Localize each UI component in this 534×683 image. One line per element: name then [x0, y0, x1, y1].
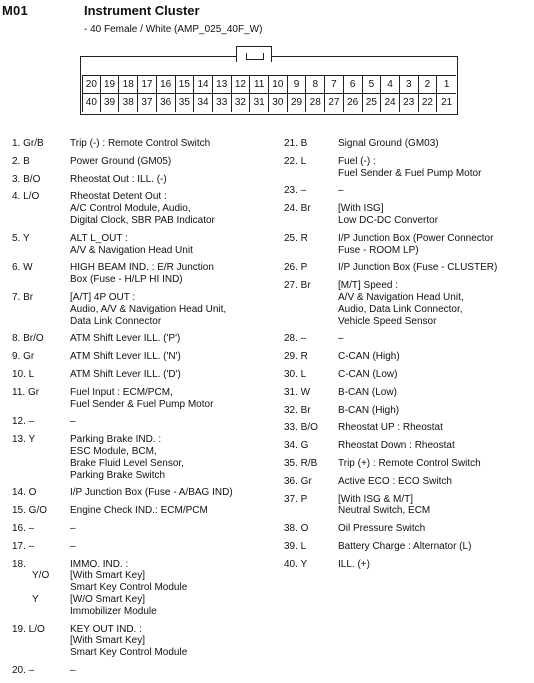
connector-pin: 36	[157, 94, 176, 112]
pin-description-line: Audio, Data Link Connector,	[338, 303, 463, 315]
connector-pin: 2	[419, 76, 438, 94]
pin-description-line: ESC Module, BCM,	[70, 445, 157, 457]
pin-description-line: Smart Key Control Module	[70, 582, 188, 594]
connector-pin: 33	[213, 94, 232, 112]
pin-description-line: –	[70, 416, 76, 428]
pin-number: 1. Gr/B	[12, 138, 44, 149]
pin-description	[338, 422, 532, 434]
pin-description	[70, 262, 282, 286]
pin-description-line: Fuel Input : ECM/PCM,	[70, 386, 173, 398]
pin-description	[338, 138, 532, 150]
pin-sub-label: Y	[32, 593, 39, 605]
pin-number: 23. –	[284, 185, 307, 197]
pin-description	[338, 369, 532, 381]
pin-description-line: [With ISG & M/T]	[338, 493, 414, 505]
connector-id: M01	[2, 3, 28, 18]
pin-description	[338, 458, 532, 470]
pin-description	[338, 440, 532, 452]
pin-description	[70, 523, 282, 535]
connector-pin: 4	[381, 76, 400, 94]
pin-entry	[284, 387, 532, 399]
connector-pin: 29	[288, 94, 307, 112]
pin-description-line: ATM Shift Lever ILL. ('N')	[70, 351, 181, 363]
pin-number: 5. Y	[12, 232, 30, 244]
pin-description-line: Engine Check IND.: ECM/PCM	[70, 505, 208, 517]
pin-number: 31. W	[284, 386, 311, 398]
pin-description-line: Fuel Sender & Fuel Pump Motor	[338, 167, 482, 179]
pin-description-line: Active ECO : ECO Switch	[338, 475, 452, 487]
pin-description	[70, 333, 282, 345]
pin-description	[338, 156, 532, 180]
pin-number: 11. Gr	[12, 386, 40, 398]
pin-description-line: Signal Ground (GM03)	[338, 138, 439, 149]
pin-description	[338, 387, 532, 399]
pin-number: 3. B/O	[12, 173, 41, 185]
pin-number: 14. O	[12, 487, 37, 499]
pin-entry	[12, 665, 282, 677]
pin-description	[70, 351, 282, 363]
pin-description-line: [With Smart Key]	[70, 570, 146, 582]
pin-entry	[284, 185, 532, 197]
pin-description	[338, 523, 532, 535]
connector-pin: 27	[325, 94, 344, 112]
pin-number: 38. O	[284, 523, 309, 535]
pin-description	[70, 156, 282, 168]
pin-description-line: ATM Shift Lever ILL. ('D')	[70, 368, 181, 380]
pin-description-line: Rheostat UP : Rheostat	[338, 422, 443, 434]
pin-number: 13. Y	[12, 434, 36, 446]
pin-entry	[284, 405, 532, 417]
connector-pin: 20	[82, 76, 101, 94]
pin-entry	[12, 138, 282, 150]
pin-number: 34. G	[284, 440, 309, 452]
pin-sub-entry	[12, 582, 282, 594]
pin-sub-label	[12, 606, 70, 618]
pin-number: 16. –	[12, 522, 35, 534]
pin-sub-label	[12, 582, 70, 594]
pin-description-line: IMMO. IND. :	[70, 558, 129, 570]
pin-entry	[12, 262, 282, 286]
pin-description-line: Oil Pressure Switch	[338, 523, 426, 535]
pin-entry	[284, 233, 532, 257]
pin-description-line: KEY OUT IND. :	[70, 623, 142, 635]
pin-description-line: A/V & Navigation Head Unit	[70, 244, 193, 256]
connector-pin: 24	[381, 94, 400, 112]
pin-description-line: A/C Control Module, Audio,	[70, 203, 191, 215]
pin-description-line: C-CAN (High)	[338, 351, 400, 363]
pin-description	[32, 558, 282, 618]
pin-description	[338, 541, 532, 553]
pin-description-line: [W/O Smart Key]	[70, 593, 146, 605]
pin-description-line: Trip (-) : Remote Control Switch	[70, 138, 211, 149]
pin-description-line: Power Ground (GM05)	[70, 155, 172, 167]
pin-number: 20. –	[12, 664, 35, 676]
pin-description-line: Digital Clock, SBR PAB Indicator	[70, 214, 215, 226]
connector-pin: 5	[363, 76, 382, 94]
pin-number: 40. Y	[284, 558, 308, 570]
pin-entry	[12, 351, 282, 363]
pin-number: 37. P	[284, 493, 308, 505]
connector-pin: 7	[325, 76, 344, 94]
pin-description-line: HIGH BEAM IND. : E/R Junction	[70, 262, 214, 274]
pin-entry	[12, 523, 282, 535]
pin-description	[70, 487, 282, 499]
pin-number: 18.	[12, 558, 26, 570]
pin-description-line: [With ISG]	[338, 203, 384, 215]
pin-entry	[284, 333, 532, 345]
pin-description-line: Rheostat Detent Out :	[70, 191, 167, 203]
pin-entry	[284, 369, 532, 381]
connector-pin: 40	[82, 94, 101, 112]
pin-number: 26. P	[284, 262, 308, 274]
pin-description-line: C-CAN (Low)	[338, 368, 398, 380]
pin-description	[70, 387, 282, 411]
connector-pin: 8	[306, 76, 325, 94]
pin-number: 29. R	[284, 351, 308, 363]
pin-list-left	[12, 138, 282, 683]
pin-entry	[12, 292, 282, 327]
pin-description-line: [M/T] Speed :	[338, 280, 399, 292]
connector-latch	[236, 46, 272, 62]
pin-entry	[12, 191, 282, 226]
pin-description-line: I/P Junction Box (Power Connector	[338, 232, 494, 244]
pin-entry	[284, 262, 532, 274]
pin-number: 30. L	[284, 368, 307, 380]
connector-pin: 25	[363, 94, 382, 112]
pin-description-line: B-CAN (Low)	[338, 386, 397, 398]
pin-entry	[284, 541, 532, 553]
pin-description	[338, 333, 532, 345]
pin-description-line: Rheostat Out : ILL. (-)	[70, 173, 167, 185]
pin-number: 39. L	[284, 540, 307, 552]
pin-description	[70, 174, 282, 186]
pin-description-line: Neutral Switch, ECM	[338, 505, 431, 517]
pin-description-line: [With Smart Key]	[70, 635, 146, 647]
connector-pin: 13	[213, 76, 232, 94]
pin-entry	[12, 624, 282, 659]
pin-sub-label: Y/O	[32, 570, 50, 582]
pin-entry	[284, 422, 532, 434]
pin-number: 22. L	[284, 155, 307, 167]
pin-entry	[12, 156, 282, 168]
pin-number: 25. R	[284, 232, 308, 244]
pin-description	[338, 559, 532, 571]
connector-pin: 16	[157, 76, 176, 94]
pin-description-line: –	[70, 664, 76, 676]
pin-description-line: Smart Key Control Module	[70, 647, 188, 659]
pin-description-line: Fuse - ROOM LP)	[338, 244, 419, 256]
connector-pin-grid	[82, 75, 456, 114]
pin-number: 27. Br	[284, 280, 311, 292]
pin-number: 35. R/B	[284, 457, 318, 469]
connector-pin: 38	[119, 94, 138, 112]
pin-description-line: Rheostat Down : Rheostat	[338, 440, 455, 452]
connector-pin: 3	[400, 76, 419, 94]
pin-description-line: –	[70, 540, 76, 552]
pin-entry	[284, 280, 532, 327]
pin-description-line: Box (Fuse - H/LP HI IND)	[70, 274, 183, 286]
pin-description-line: Low DC-DC Convertor	[338, 214, 439, 226]
connector-pin: 35	[176, 94, 195, 112]
connector-pin: 39	[101, 94, 120, 112]
connector-pin: 21	[441, 97, 453, 108]
pin-entry	[284, 476, 532, 488]
pin-description	[70, 624, 282, 659]
pin-entry	[12, 174, 282, 186]
pin-sub-entry	[12, 594, 282, 606]
pin-entry	[284, 351, 532, 363]
pin-number: 28. –	[284, 333, 307, 345]
connector-pin: 1	[437, 76, 456, 94]
pin-entry	[284, 494, 532, 518]
pin-entry	[12, 434, 282, 481]
pin-entry	[284, 203, 532, 227]
pin-entry	[12, 559, 282, 618]
pin-description	[70, 138, 282, 150]
connector-pin: 11	[250, 76, 269, 94]
pin-description-line: Data Link Connector	[70, 315, 162, 327]
connector-pin: 18	[119, 76, 138, 94]
pin-description-line: A/V & Navigation Head Unit,	[338, 291, 464, 303]
pin-list-right	[284, 138, 532, 577]
connector-pin: 37	[138, 94, 157, 112]
pin-number: 7. Br	[12, 291, 34, 303]
pin-number: 17. –	[12, 540, 35, 552]
pin-number: 24. Br	[284, 203, 311, 215]
pin-entry	[284, 440, 532, 452]
pin-entry	[284, 559, 532, 571]
pin-number: 8. Br/O	[12, 333, 44, 345]
connector-pin: 34	[194, 94, 213, 112]
pin-description	[338, 203, 532, 227]
pin-description-line: –	[338, 185, 344, 197]
pin-description	[70, 665, 282, 677]
pin-description-line: Brake Fluid Level Sensor,	[70, 457, 184, 469]
pin-number: 4. L/O	[12, 191, 40, 203]
connector-subtitle: - 40 Female / White (AMP_025_40F_W)	[84, 24, 263, 35]
page-title: Instrument Cluster	[84, 3, 200, 18]
pin-entry	[12, 233, 282, 257]
pin-description	[70, 369, 282, 381]
pin-description	[70, 292, 282, 327]
pin-number: 10. L	[12, 368, 35, 380]
pin-description	[338, 280, 532, 327]
pin-number: 32. Br	[284, 404, 311, 416]
pin-description-line: –	[338, 333, 344, 345]
pin-number: 33. B/O	[284, 422, 318, 434]
pin-number: 36. Gr	[284, 475, 312, 487]
pin-entry	[12, 505, 282, 517]
connector-pin: 10	[269, 76, 288, 94]
pin-description	[338, 185, 532, 197]
connector-pin: 12	[232, 76, 251, 94]
pin-description-line: Trip (+) : Remote Control Switch	[338, 457, 481, 469]
pin-entry	[12, 487, 282, 499]
pin-number: 9. Gr	[12, 351, 35, 363]
connector-pin: 15	[176, 76, 195, 94]
pin-entry	[284, 458, 532, 470]
pin-description	[338, 262, 532, 274]
pin-description	[70, 416, 282, 428]
connector-pin: 26	[344, 94, 363, 112]
pin-description-line: ALT L_OUT :	[70, 232, 128, 244]
pin-description-line: I/P Junction Box (Fuse - CLUSTER)	[338, 262, 498, 274]
pin-description	[70, 191, 282, 226]
pin-description	[70, 434, 282, 481]
connector-pin: 23	[400, 94, 419, 112]
pin-description-line: Parking Brake Switch	[70, 469, 166, 481]
pin-number: 19. L/O	[12, 623, 45, 635]
pin-description	[70, 541, 282, 553]
pin-description	[338, 351, 532, 363]
pin-entry	[12, 387, 282, 411]
pin-number: 12. –	[12, 416, 35, 428]
connector-pin: 14	[194, 76, 213, 94]
pin-description-line: ILL. (+)	[338, 558, 370, 570]
connector-pin: 9	[288, 76, 307, 94]
pin-entry	[12, 541, 282, 553]
pin-sub-entry	[12, 606, 282, 618]
pin-number: 6. W	[12, 262, 33, 274]
connector-pin: 17	[138, 76, 157, 94]
pin-entry	[12, 416, 282, 428]
pin-description-line: I/P Junction Box (Fuse - A/BAG IND)	[70, 487, 233, 499]
connector-pin: 19	[101, 76, 120, 94]
pin-description-line: Immobilizer Module	[70, 605, 157, 617]
pin-entry	[12, 369, 282, 381]
pin-entry	[12, 333, 282, 345]
connector-pin: 31	[250, 94, 269, 112]
pin-number: 15. G/O	[12, 505, 48, 517]
pin-description-line: [A/T] 4P OUT :	[70, 291, 136, 303]
connector-pin: 28	[306, 94, 325, 112]
pin-description	[338, 233, 532, 257]
pin-sub-entry	[12, 570, 282, 582]
pin-number: 21. B	[284, 138, 308, 149]
pin-description-line: –	[70, 522, 76, 534]
connector-pin: 6	[344, 76, 363, 94]
connector-pin: 32	[232, 94, 251, 112]
pin-description-line: Fuel (-) :	[338, 155, 376, 167]
connector-pin: 30	[269, 94, 288, 112]
pin-description	[70, 505, 282, 517]
pin-description	[338, 405, 532, 417]
pin-description	[70, 233, 282, 257]
connector-pin: 22	[419, 94, 438, 112]
pin-description-line: B-CAN (High)	[338, 404, 400, 416]
pin-entry	[284, 156, 532, 180]
pin-description-line: Battery Charge : Alternator (L)	[338, 540, 472, 552]
pin-entry	[284, 523, 532, 535]
pin-description-line: Vehicle Speed Sensor	[338, 315, 437, 327]
pin-description-line: Audio, A/V & Navigation Head Unit,	[70, 303, 227, 315]
pin-number: 2. B	[12, 155, 30, 167]
pin-description	[338, 476, 532, 488]
pin-description-line: Fuel Sender & Fuel Pump Motor	[70, 398, 214, 410]
pin-description-line: Parking Brake IND. :	[70, 434, 162, 446]
pin-description	[338, 494, 532, 518]
pin-description-line: ATM Shift Lever ILL. ('P')	[70, 333, 181, 345]
pin-entry	[284, 138, 532, 150]
